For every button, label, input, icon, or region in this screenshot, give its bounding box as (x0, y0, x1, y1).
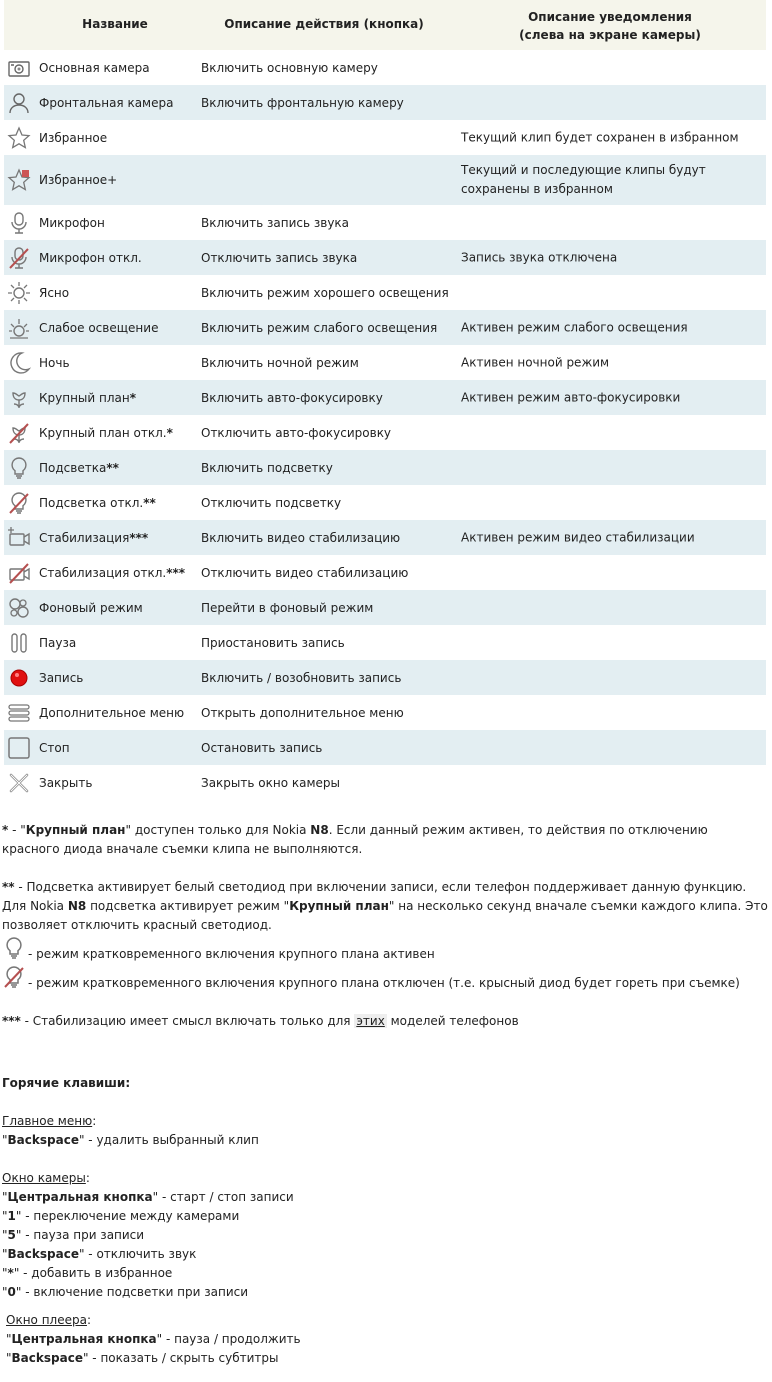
row-action: Включить / возобновить запись (201, 670, 402, 685)
row-name: Микрофон (39, 215, 105, 230)
hotkey-item: "0" - включение подсветки при записи (2, 1285, 249, 1299)
hotkeys-title: Горячие клавиши: (2, 1076, 131, 1090)
table-row (4, 380, 766, 415)
header-action: Описание действия (кнопка) (224, 17, 424, 31)
note-backlight-on: - режим кратковременного включения крупного плана активен (28, 947, 435, 961)
stabilization-icon (7, 526, 31, 550)
bulb-icon (7, 456, 31, 480)
table-row (4, 520, 766, 555)
person-icon (7, 91, 31, 115)
row-action: Отключить подсветку (201, 495, 342, 510)
macro-flower-off-icon (7, 421, 31, 445)
hotkeys-main-menu: Главное меню: (2, 1114, 97, 1128)
macro-flower-icon (7, 386, 31, 410)
row-action: Перейти в фоновый режим (201, 600, 374, 615)
background-mode-icon (7, 596, 31, 620)
hotkeys-camera: Окно камеры: (2, 1171, 90, 1185)
row-name: Пауза (39, 635, 77, 650)
close-icon (7, 771, 31, 795)
table-row (4, 555, 766, 590)
row-name: Стоп (39, 740, 70, 755)
note-macro: * - "Крупный план" доступен только для Nokia N8. Если данный режим активен, то действия по отключению красного диода вначале съемки клипа не выполняются. (2, 823, 708, 856)
bulb-off-icon (2, 965, 26, 989)
controls-table (4, 0, 766, 800)
row-name: Фоновый режим (39, 600, 143, 615)
table-row (4, 85, 766, 120)
row-name: Ночь (39, 355, 70, 370)
note-backlight-off: - режим кратковременного включения крупного плана отключен (т.е. крысный диод будет гореть при съемке) (28, 976, 740, 990)
row-action: Отключить запись звука (201, 250, 358, 265)
bulb-icon (2, 936, 26, 960)
row-name: Запись (39, 670, 84, 685)
dim-light-icon (7, 316, 31, 340)
row-name: Избранное (39, 130, 108, 145)
row-name: Ясно (39, 285, 70, 300)
row-notify: Текущий и последующие клипы будут сохранены в избранном (461, 163, 706, 196)
table-row (4, 730, 766, 765)
table-row (4, 50, 766, 85)
table-row (4, 695, 766, 730)
table-row (4, 625, 766, 660)
row-name: Подсветка** (39, 460, 119, 475)
pause-icon (7, 631, 31, 655)
row-action: Закрыть окно камеры (201, 775, 340, 790)
star-plus-icon (7, 168, 31, 192)
sun-icon (7, 281, 31, 305)
table-row (4, 275, 766, 310)
row-notify: Активен ночной режим (461, 355, 610, 369)
row-name: Дополнительное меню (39, 705, 185, 720)
table-row (4, 765, 766, 800)
table-row (4, 660, 766, 695)
microphone-icon (7, 211, 31, 235)
row-name: Закрыть (39, 775, 93, 790)
bulb-off-icon (7, 491, 31, 515)
table-row (4, 205, 766, 240)
row-name: Стабилизация*** (39, 530, 149, 545)
star-icon (7, 126, 31, 150)
row-action: Открыть дополнительное меню (201, 705, 404, 720)
hotkey-item: "Backspace" - удалить выбранный клип (2, 1133, 259, 1147)
row-action: Включить фронтальную камеру (201, 95, 404, 110)
table-row (4, 485, 766, 520)
row-notify: Запись звука отключена (461, 250, 618, 264)
table-row (4, 155, 766, 205)
table-row (4, 310, 766, 345)
hotkey-item: "Backspace" - показать / скрыть субтитры (6, 1351, 279, 1365)
row-notify: Активен режим видео стабилизации (461, 530, 695, 544)
row-name: Подсветка откл.** (39, 495, 156, 510)
hotkeys-player: Окно плеера: (6, 1313, 91, 1327)
row-action: Отключить видео стабилизацию (201, 565, 409, 580)
table-row (4, 345, 766, 380)
row-action: Приостановить запись (201, 635, 345, 650)
table-row (4, 415, 766, 450)
table-row (4, 590, 766, 625)
table-row (4, 240, 766, 275)
row-action: Включить подсветку (201, 460, 333, 475)
row-action: Включить основную камеру (201, 60, 378, 75)
models-link[interactable]: этих (356, 1014, 385, 1028)
note-backlight: ** - Подсветка активирует белый светодиод при включении записи, если телефон поддерживает данную функцию. Для Nokia N8 подсветка активирует режим "Крупный план" на несколько секунд вначале съемки каждого клипа. Это позволяет отключить красный светодиод. (2, 880, 768, 932)
table-row (4, 450, 766, 485)
row-name: Микрофон откл. (39, 250, 142, 265)
row-action: Включить авто-фокусировку (201, 390, 383, 405)
hotkey-item: "Backspace" - отключить звук (2, 1247, 197, 1261)
table-row (4, 120, 766, 155)
microphone-off-icon (7, 246, 31, 270)
row-action: Отключить авто-фокусировку (201, 425, 392, 440)
row-name: Избранное+ (39, 173, 118, 187)
row-action: Включить видео стабилизацию (201, 530, 401, 545)
menu-icon (7, 701, 31, 725)
camera-icon (7, 56, 31, 80)
row-action: Включить режим хорошего освещения (201, 285, 449, 300)
row-notify: Текущий клип будет сохранен в избранном (461, 130, 739, 144)
hotkey-item: "Центральная кнопка" - пауза / продолжить (6, 1332, 301, 1346)
row-notify: Активен режим слабого освещения (461, 320, 688, 334)
row-name: Стабилизация откл.*** (39, 565, 186, 580)
hotkey-item: "Центральная кнопка" - старт / стоп записи (2, 1190, 294, 1204)
hotkey-item: "5" - пауза при записи (2, 1228, 145, 1242)
header-name: Название (82, 17, 148, 31)
stop-icon (7, 736, 31, 760)
hotkey-item: "*" - добавить в избранное (2, 1266, 173, 1280)
row-notify: Активен режим авто-фокусировки (461, 390, 681, 404)
row-name: Фронтальная камера (39, 95, 174, 110)
table-header (4, 0, 766, 50)
row-name: Крупный план откл.* (39, 425, 173, 440)
row-action: Включить режим слабого освещения (201, 320, 438, 335)
row-action: Включить ночной режим (201, 355, 359, 370)
record-icon (7, 666, 31, 690)
header-notify: Описание уведомления (слева на экране камеры) (519, 10, 701, 42)
stabilization-off-icon (7, 561, 31, 585)
row-name: Основная камера (39, 60, 150, 75)
row-name: Слабое освещение (39, 320, 159, 335)
row-action: Остановить запись (201, 740, 323, 755)
moon-icon (7, 351, 31, 375)
row-action: Включить запись звука (201, 215, 350, 230)
hotkey-item: "1" - переключение между камерами (2, 1209, 240, 1223)
row-name: Крупный план* (39, 390, 137, 405)
note-stabilization: *** - Стабилизацию имеет смысл включать только для этих моделей телефонов (2, 1014, 519, 1028)
